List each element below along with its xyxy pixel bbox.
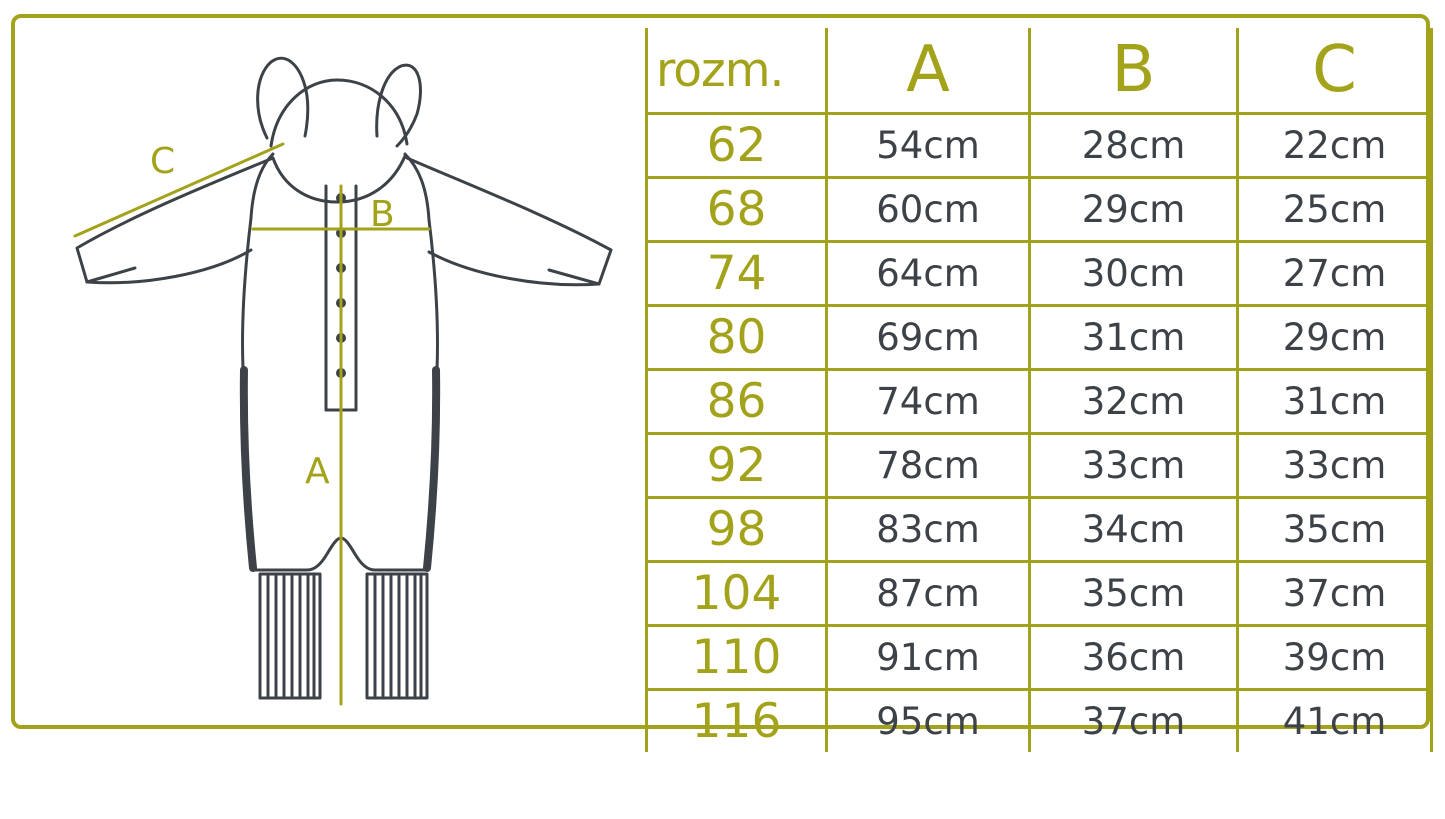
cell-b: 30cm: [1030, 242, 1238, 306]
cell-size: 116: [647, 690, 827, 753]
cell-a: 64cm: [827, 242, 1030, 306]
cell-a: 95cm: [827, 690, 1030, 753]
cell-c: 35cm: [1238, 498, 1432, 562]
cell-a: 60cm: [827, 178, 1030, 242]
cell-b: 33cm: [1030, 434, 1238, 498]
cell-c: 31cm: [1238, 370, 1432, 434]
table-row: [647, 178, 1432, 242]
cell-c: 22cm: [1238, 114, 1432, 178]
label-b: B: [370, 194, 395, 235]
table-row: [647, 626, 1432, 690]
label-a: A: [305, 451, 330, 492]
cell-c: 37cm: [1238, 562, 1432, 626]
cell-c: 27cm: [1238, 242, 1432, 306]
cell-a: 74cm: [827, 370, 1030, 434]
cell-a: 78cm: [827, 434, 1030, 498]
label-c: C: [150, 141, 176, 182]
cell-b: 35cm: [1030, 562, 1238, 626]
table-row: [647, 690, 1432, 753]
table-row: [647, 114, 1432, 178]
column-header-c: C: [1238, 28, 1432, 114]
table-row: [647, 434, 1432, 498]
cell-size: 74: [647, 242, 827, 306]
cell-size: 80: [647, 306, 827, 370]
cell-b: 29cm: [1030, 178, 1238, 242]
size-table-container: [645, 28, 1430, 749]
cell-c: 29cm: [1238, 306, 1432, 370]
cell-size: 68: [647, 178, 827, 242]
cell-size: 98: [647, 498, 827, 562]
cell-c: 25cm: [1238, 178, 1432, 242]
cell-b: 28cm: [1030, 114, 1238, 178]
table-row: [647, 242, 1432, 306]
cell-a: 69cm: [827, 306, 1030, 370]
cell-b: 36cm: [1030, 626, 1238, 690]
table-row: [647, 498, 1432, 562]
cell-b: 37cm: [1030, 690, 1238, 753]
cell-a: 54cm: [827, 114, 1030, 178]
column-header-size: rozm.: [647, 28, 827, 114]
cell-size: 62: [647, 114, 827, 178]
column-header-b: B: [1030, 28, 1238, 114]
cell-size: 86: [647, 370, 827, 434]
cell-b: 32cm: [1030, 370, 1238, 434]
cell-b: 34cm: [1030, 498, 1238, 562]
table-header-row: [647, 28, 1432, 114]
table-row: [647, 562, 1432, 626]
size-table: [645, 28, 1433, 752]
cell-size: 92: [647, 434, 827, 498]
garment-diagram: [15, 18, 635, 725]
cell-b: 31cm: [1030, 306, 1238, 370]
cell-c: 33cm: [1238, 434, 1432, 498]
cell-c: 39cm: [1238, 626, 1432, 690]
table-row: [647, 306, 1432, 370]
cell-size: 110: [647, 626, 827, 690]
table-row: [647, 370, 1432, 434]
cell-a: 83cm: [827, 498, 1030, 562]
cell-size: 104: [647, 562, 827, 626]
column-header-a: A: [827, 28, 1030, 114]
cell-c: 41cm: [1238, 690, 1432, 753]
cell-a: 87cm: [827, 562, 1030, 626]
cell-a: 91cm: [827, 626, 1030, 690]
